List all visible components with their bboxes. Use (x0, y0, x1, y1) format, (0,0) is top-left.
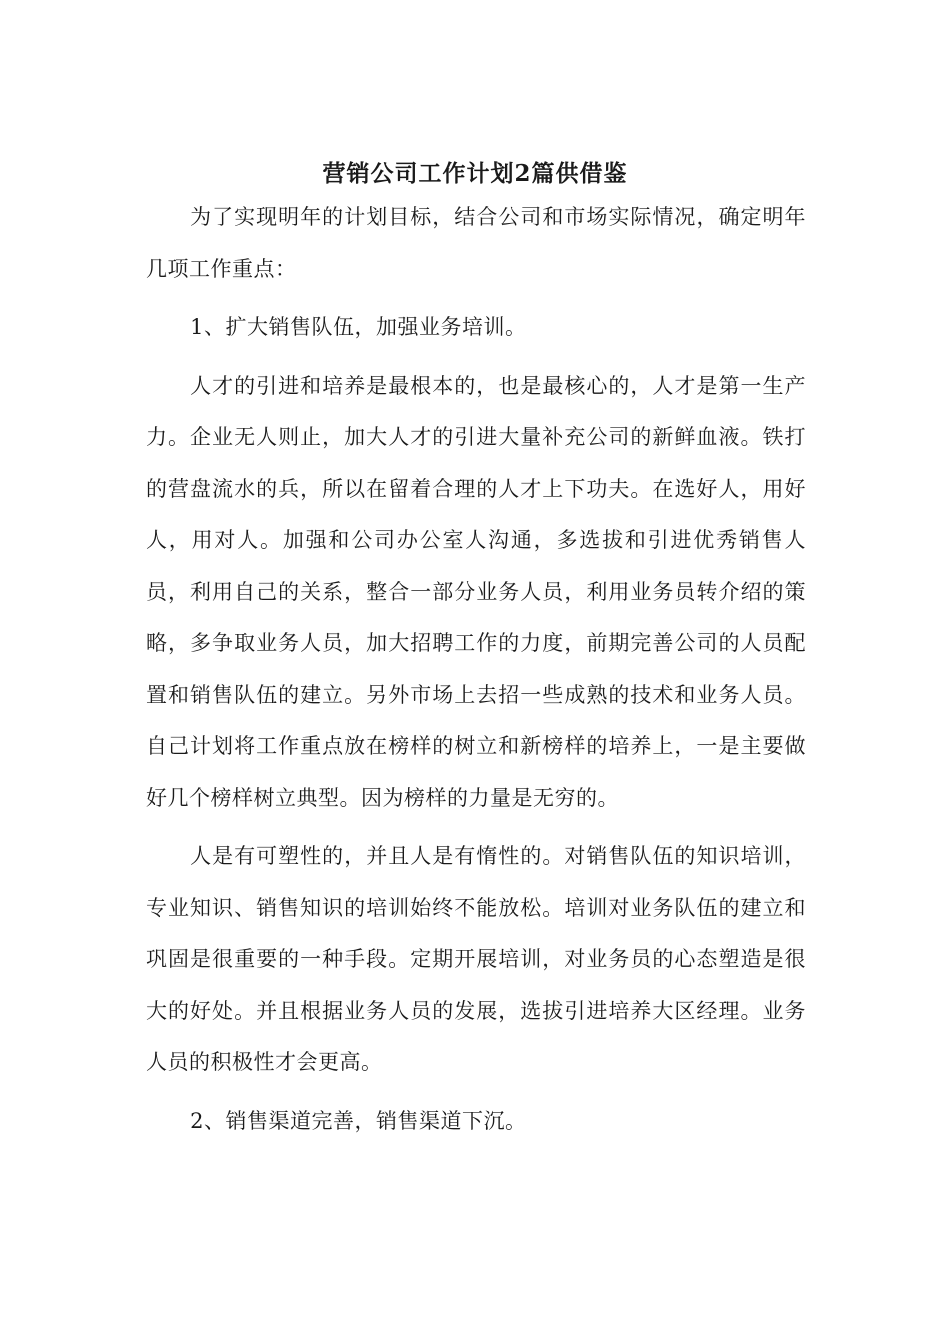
section-heading-2: 2、销售渠道完善，销售渠道下沉。 (190, 1108, 527, 1133)
paragraph-training: 人是有可塑性的，并且人是有惰性的。对销售队伍的知识培训，专业知识、销售知识的培训始终不能放松。培训对业务队伍的建立和巩固是很重要的一种手段。定期开展培训，对业务员的心态塑造是很大的好处。并且根据业务人员的发展，选拔引进培养大区经理。业务人员的积极性才会更高。 (146, 844, 806, 1074)
document-title: 营销公司工作计划2篇供借鉴 (322, 160, 628, 188)
paragraph-talent: 人才的引进和培养是最根本的，也是最核心的，人才是第一生产力。企业无人则止，加大人才的引进大量补充公司的新鲜血液。铁打的营盘流水的兵，所以在留着合理的人才上下功夫。在选好人，用好人，用对人。加强和公司办公室人沟通，多选拔和引进优秀销售人员，利用自己的关系，整合一部分业务人员，利用业务员转介绍的策略，多争取业务人员，加大招聘工作的力度，前期完善公司的人员配置和销售队伍的建立。另外市场上去招一些成熟的技术和业务人员。自己计划将工作重点放在榜样的树立和新榜样的培养上，一是主要做好几个榜样树立典型。因为榜样的力量是无穷的。 (146, 373, 806, 810)
section-heading-1: 1、扩大销售队伍，加强业务培训。 (190, 315, 527, 339)
paragraph-intro: 为了实现明年的计划目标，结合公司和市场实际情况，确定明年几项工作重点： (146, 205, 806, 281)
document-body (146, 192, 806, 1147)
